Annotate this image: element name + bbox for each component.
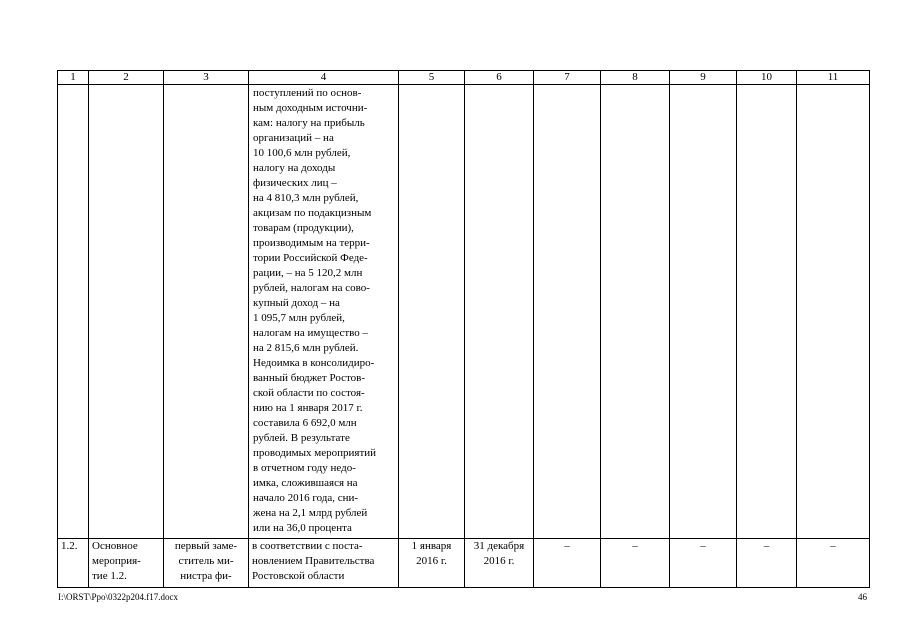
text-line: 31 декабря <box>473 540 525 552</box>
footer-file-path: I:\ORST\Ppo\0322p204.f17.docx <box>58 592 179 602</box>
text-line: Ростовской области <box>252 570 345 582</box>
text-line: ным доходным источни- <box>253 102 368 114</box>
text-line: новлением Правительства <box>252 555 375 567</box>
text-line: тие 1.2. <box>92 570 127 582</box>
column-number-6: 6 <box>465 71 534 85</box>
cell-row-number: 1.2. <box>58 539 89 588</box>
text-line: ской области по состоя- <box>253 387 365 399</box>
report-table <box>57 70 870 588</box>
column-number-11: 11 <box>797 71 870 85</box>
cell-result-text <box>249 85 399 539</box>
text-line: товарам (продукции), <box>253 222 354 234</box>
text-line: на 4 810,3 млн рублей, <box>253 192 359 204</box>
cell-empty <box>670 85 737 539</box>
text-line: в соответствии с поста- <box>252 540 363 552</box>
cell-col-8: – <box>601 539 670 588</box>
text-line: купный доход – на <box>253 297 340 309</box>
text-line: налогам на имущество – <box>253 327 369 339</box>
text-line: Основное <box>92 540 138 552</box>
column-number-1: 1 <box>58 71 89 85</box>
text-line: ванный бюджет Ростов- <box>253 372 365 384</box>
text-line: проводимых мероприятий <box>253 447 377 459</box>
text-line: рублей. В результате <box>253 432 350 444</box>
text-line: 10 100,6 млн рублей, <box>253 147 351 159</box>
text-line: рублей, налогам на сово- <box>253 282 370 294</box>
text-line: составила 6 692,0 млн <box>253 417 357 429</box>
text-line: производимым на терри- <box>253 237 370 249</box>
text-line: или на 36,0 процента <box>253 522 352 534</box>
text-line: тории Российской Феде- <box>253 252 368 264</box>
column-number-3: 3 <box>164 71 249 85</box>
text-line: жена на 2,1 млрд рублей <box>253 507 368 519</box>
text-line: рации, – на 5 120,2 млн <box>253 267 363 279</box>
cell-col-9: – <box>670 539 737 588</box>
column-number-7: 7 <box>534 71 601 85</box>
table-row-1-2 <box>58 539 870 588</box>
cell-empty <box>58 85 89 539</box>
page-number: 46 <box>858 592 867 602</box>
column-number-2: 2 <box>89 71 164 85</box>
text-line: имка, сложившаяся на <box>253 477 358 489</box>
column-number-5: 5 <box>399 71 465 85</box>
cell-col-10: – <box>737 539 797 588</box>
text-line: поступлений по основ- <box>253 87 362 99</box>
column-number-10: 10 <box>737 71 797 85</box>
column-number-4: 4 <box>249 71 399 85</box>
cell-start-date <box>399 539 465 588</box>
text-line: мероприя- <box>92 555 141 567</box>
text-line: в отчетном году недо- <box>253 462 356 474</box>
cell-empty <box>465 85 534 539</box>
column-number-9: 9 <box>670 71 737 85</box>
cell-end-date <box>465 539 534 588</box>
table-header-row <box>58 71 870 85</box>
cell-empty <box>89 85 164 539</box>
text-line: 1 января <box>411 540 452 552</box>
text-line: 2016 г. <box>483 555 515 567</box>
text-line: 1 095,7 млн рублей, <box>253 312 345 324</box>
text-line: кам: налогу на прибыль <box>253 117 365 129</box>
cell-result <box>249 539 399 588</box>
text-line: 2016 г. <box>416 555 447 567</box>
text-line: физических лиц – <box>253 177 337 189</box>
text-line: налогу на доходы <box>253 162 336 174</box>
text-line: Недоимка в консолидиро- <box>253 357 375 369</box>
text-line: организаций – на <box>253 132 334 144</box>
text-line: ститель ми- <box>178 555 234 567</box>
cell-activity-name <box>89 539 164 588</box>
cell-empty <box>399 85 465 539</box>
text-line: первый заме- <box>174 540 238 552</box>
text-line: начало 2016 года, сни- <box>253 492 359 504</box>
cell-col-11: – <box>797 539 870 588</box>
text-line: акцизам по подакцизным <box>253 207 372 219</box>
cell-empty <box>737 85 797 539</box>
column-number-8: 8 <box>601 71 670 85</box>
cell-col-7: – <box>534 539 601 588</box>
cell-empty <box>797 85 870 539</box>
table-row-continuation <box>58 85 870 539</box>
text-line: на 2 815,6 млн рублей. <box>253 342 359 354</box>
text-line: нистра фи- <box>180 570 232 582</box>
text-line: нию на 1 января 2017 г. <box>253 402 363 414</box>
cell-empty <box>601 85 670 539</box>
cell-empty <box>164 85 249 539</box>
cell-empty <box>534 85 601 539</box>
cell-responsible <box>164 539 249 588</box>
